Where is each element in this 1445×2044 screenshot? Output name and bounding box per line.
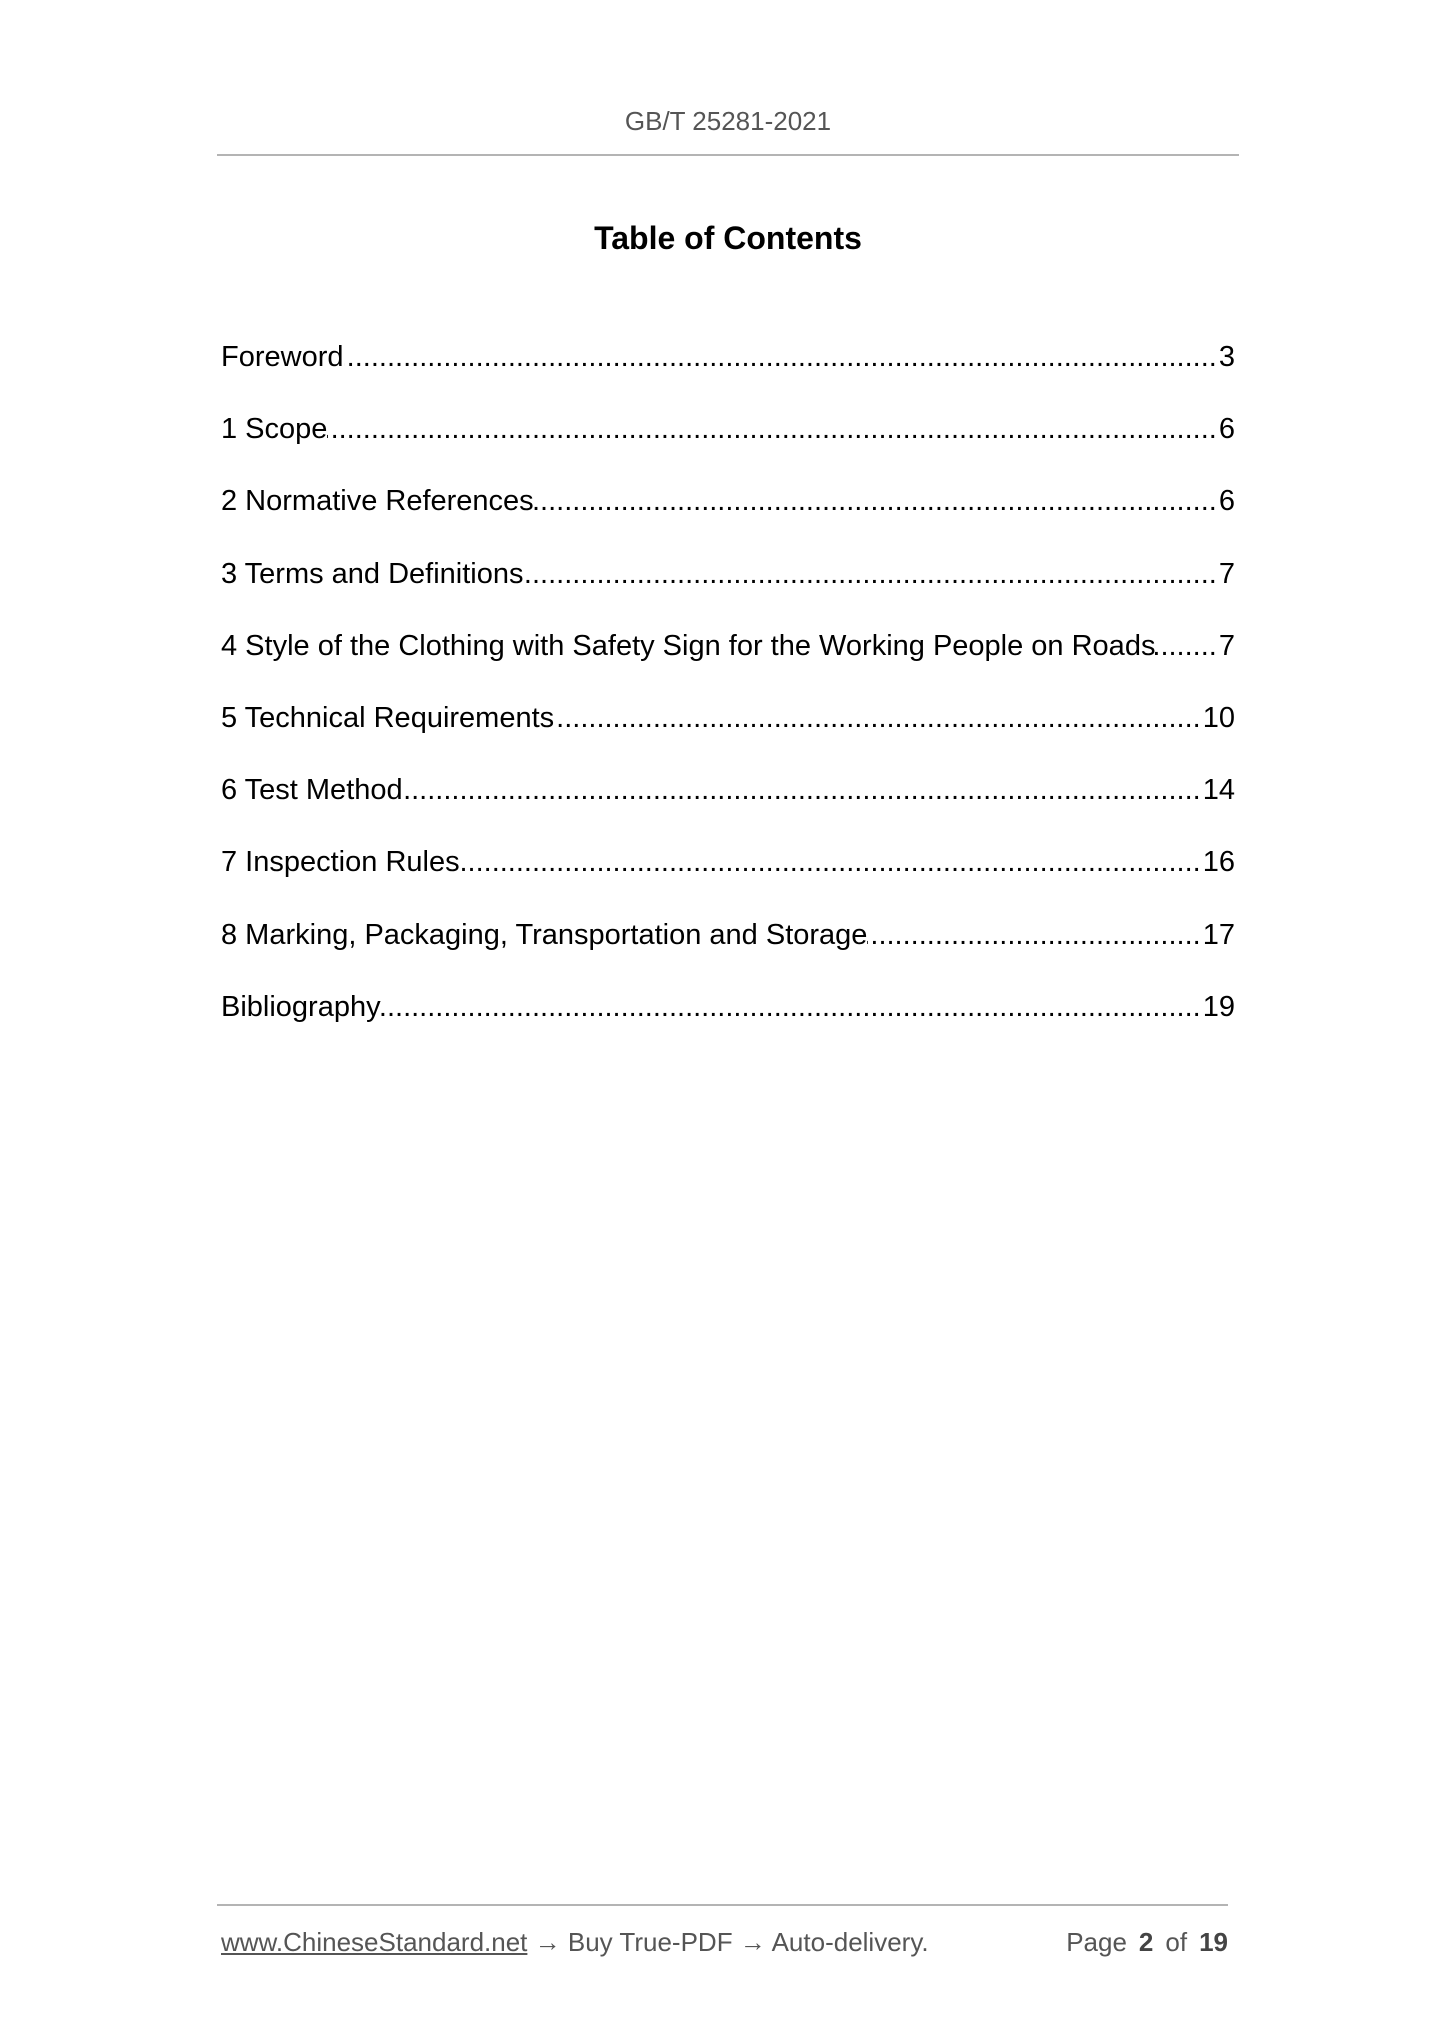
toc-entry-page: 6: [1218, 413, 1235, 446]
footer-tagline: → Buy True-PDF → Auto-delivery.: [534, 1927, 929, 1957]
toc-entry-label: 1 Scope: [221, 413, 328, 446]
toc-entry-label: 3 Terms and Definitions: [221, 557, 524, 590]
dot-leader: [381, 971, 1201, 1043]
total-pages: 19: [1199, 1927, 1228, 1957]
toc-entry-inspection-rules[interactable]: [221, 826, 1235, 898]
toc-entry-foreword[interactable]: [221, 321, 1235, 393]
toc-entry-page: 19: [1202, 990, 1235, 1023]
toc-entry-scope[interactable]: [221, 393, 1235, 465]
toc-entry-page: 3: [1218, 341, 1235, 373]
dot-leader: [524, 538, 1217, 610]
toc-entry-style-of-clothing[interactable]: [221, 610, 1235, 682]
dot-leader: [554, 682, 1201, 754]
toc-entry-page: 6: [1218, 485, 1235, 518]
dot-leader: [344, 321, 1217, 393]
toc-entry-test-method[interactable]: [221, 754, 1235, 826]
dot-leader: [327, 393, 1216, 465]
toc-entry-label: 8 Marking, Packaging, Transportation and Storage: [221, 918, 868, 951]
current-page: 2: [1138, 1927, 1154, 1957]
toc-entry-page: 17: [1202, 918, 1235, 951]
toc-entry-normative-references[interactable]: [221, 465, 1235, 537]
dot-leader: [867, 899, 1200, 971]
dot-leader: [534, 465, 1217, 537]
toc-entry-label: Foreword: [221, 341, 344, 373]
toc-entry-page: 10: [1202, 701, 1235, 734]
toc-entry-label: 2 Normative References: [221, 485, 534, 518]
page-footer: [221, 1922, 1228, 1962]
website-link[interactable]: www.ChineseStandard.net: [221, 1927, 528, 1957]
page-of-label: of: [1165, 1927, 1188, 1957]
table-of-contents: [221, 321, 1235, 1043]
page-title: Table of Contents: [594, 220, 862, 256]
toc-entry-bibliography[interactable]: [221, 971, 1235, 1043]
toc-entry-terms-definitions[interactable]: [221, 538, 1235, 610]
header-divider: [217, 154, 1239, 156]
toc-entry-label: 7 Inspection Rules: [221, 846, 460, 879]
toc-entry-label: Bibliography: [221, 990, 381, 1023]
dot-leader: [460, 826, 1201, 898]
toc-entry-marking-packaging[interactable]: [221, 899, 1235, 971]
toc-entry-page: 16: [1202, 846, 1235, 879]
toc-entry-technical-requirements[interactable]: [221, 682, 1235, 754]
dot-leader: [1155, 610, 1216, 682]
footer-divider: [217, 1904, 1228, 1906]
toc-entry-label: 5 Technical Requirements: [221, 701, 555, 734]
toc-entry-page: 14: [1202, 774, 1235, 807]
page-label: Page: [1066, 1927, 1127, 1957]
document-code-header: GB/T 25281-2021: [624, 106, 832, 136]
page-number: [1066, 1922, 1228, 1962]
toc-entry-label: 6 Test Method: [221, 774, 403, 807]
dot-leader: [403, 754, 1201, 826]
toc-entry-page: 7: [1218, 629, 1235, 662]
toc-entry-page: 7: [1218, 557, 1235, 590]
toc-entry-label: 4 Style of the Clothing with Safety Sign for the Working People on Roads: [221, 629, 1156, 662]
